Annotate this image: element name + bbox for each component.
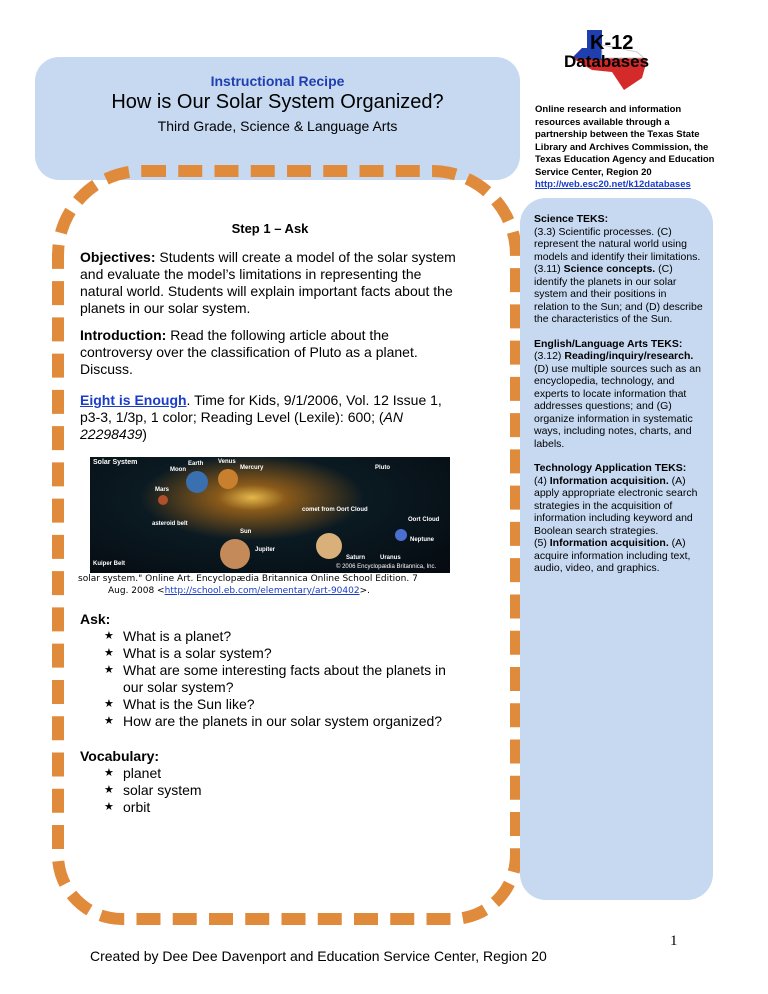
main-content: [80, 220, 460, 816]
teks-strand: Science concepts.: [563, 263, 656, 275]
objectives-text: Students will create a model of the solar system and evaluate the model’s limitations in representing the natural world. Students will explain important facts about the planets in our solar system.: [80, 249, 456, 316]
image-caption: [78, 573, 460, 597]
ela-teks: [534, 338, 703, 451]
img-label: Pluto: [375, 465, 390, 471]
list-item: ★ What are some interesting facts about the planets in our solar system?: [104, 662, 460, 696]
img-label: Venus: [218, 459, 236, 465]
vocabulary-heading: Vocabulary:: [80, 748, 160, 764]
img-label: Oort Cloud: [408, 517, 440, 523]
teks-item: [534, 263, 703, 326]
citation-end: ): [142, 426, 147, 442]
img-label: Earth: [188, 461, 204, 467]
venus-planet: [218, 469, 238, 489]
teks-desc: (D) use multiple sources such as an encyclopedia, technology, and experts to locate information that addresses questions; and (G) organize information in systematic ways, including notes, charts, and labels.: [534, 362, 701, 450]
accession-number: AN 22298439: [80, 409, 403, 442]
neptune-planet: [395, 529, 407, 541]
technology-teks: [534, 462, 703, 575]
earth-planet: [186, 471, 208, 493]
img-label: Mercury: [240, 465, 264, 471]
recipe-label: Instructional Recipe: [210, 73, 345, 89]
list-item: ★ What is the Sun like?: [104, 696, 460, 713]
img-label: Neptune: [410, 537, 434, 543]
teks-strand: Information acquisition.: [549, 537, 669, 549]
introduction: [80, 327, 460, 378]
header-box: [35, 57, 520, 180]
teks-desc: (C) identify the planets in our solar system and their positions in relation to the Sun; and (D) describe the characteristics of the Sun.: [534, 263, 703, 325]
ask-heading: Ask:: [80, 611, 111, 627]
img-label: Moon: [170, 467, 186, 473]
teks-item: (3.3) Scientific processes. (C) represent the natural world using models and identify their limitations.: [534, 225, 701, 263]
k12-databases-logo: [552, 30, 672, 90]
intro-label: Introduction:: [80, 327, 167, 343]
saturn-planet: [316, 533, 342, 559]
objectives-label: Objectives:: [80, 249, 156, 265]
img-label: comet from Oort Cloud: [302, 507, 368, 513]
caption-line1: solar system." Online Art. Encyclopædia Britannica Online School Edition. 7: [78, 574, 418, 584]
list-item: ★ How are the planets in our solar system organized?: [104, 713, 460, 730]
logo-databases: Databases: [564, 52, 650, 71]
mars-planet: [158, 495, 168, 505]
science-teks: [534, 213, 703, 326]
article-citation: [80, 392, 460, 443]
grade-subject: Third Grade, Science & Language Arts: [157, 118, 398, 134]
teks-code: (3.11): [534, 263, 564, 275]
img-label: Kuiper Belt: [93, 561, 126, 567]
teks-desc: (A) acquire information including text, audio, video, and graphics.: [534, 537, 691, 574]
solar-system-image: [90, 457, 450, 573]
objectives: [80, 249, 460, 317]
img-label: Saturn: [346, 555, 366, 561]
footer-credit: Created by Dee Dee Davenport and Education Service Center, Region 20: [90, 948, 547, 964]
img-label: Mars: [155, 487, 170, 493]
teks-strand: Reading/inquiry/research.: [564, 350, 694, 362]
article-link[interactable]: Eight is Enough: [80, 392, 187, 408]
britannica-link[interactable]: http://school.eb.com/elementary/art-90402: [164, 586, 360, 596]
list-item: ★ What is a solar system?: [104, 645, 460, 662]
list-item: ★ planet: [104, 765, 460, 782]
citation-text: . Time for Kids, 9/1/2006, Vol. 12 Issue 1, p3-3, 1/3p, 1 color; Reading Level (Lexile): 600; (: [80, 392, 442, 425]
caption-end: >.: [359, 586, 370, 596]
teks-item: [534, 475, 703, 538]
list-item: ★ solar system: [104, 782, 460, 799]
partnership-info: [535, 104, 715, 192]
teks-code: (3.12): [534, 350, 565, 362]
teks-item: [534, 537, 703, 575]
list-item: ★ orbit: [104, 799, 460, 816]
caption-line2: [78, 585, 460, 597]
logo-k12: K-12: [590, 32, 634, 54]
science-heading: Science TEKS:: [534, 213, 609, 225]
page-title: How is Our Solar System Organized?: [111, 91, 444, 113]
jupiter-planet: [220, 539, 250, 569]
vocabulary-list: [80, 765, 460, 816]
teks-desc: (A) apply appropriate electronic search strategies in the acquisition of information including keyword and Boolean search strategies.: [534, 474, 698, 537]
ask-list: [80, 628, 460, 730]
img-label: Sun: [240, 529, 252, 535]
step-heading: Step 1 – Ask: [231, 221, 309, 236]
page-number: 1: [670, 933, 678, 949]
partnership-text: Online research and information resources available through a partnership between the Texas State Library and Archives Commission, the Texas Education Agency and Education Service Center, Region 20: [535, 104, 715, 178]
img-label: Jupiter: [255, 547, 276, 553]
k12-databases-link[interactable]: http://web.esc20.net/k12databases: [535, 179, 691, 190]
img-label: asteroid belt: [152, 521, 188, 527]
img-label: Solar System: [93, 459, 138, 466]
teks-strand: Information acquisition.: [549, 474, 669, 487]
list-item: ★ What is a planet?: [104, 628, 460, 645]
intro-text: Read the following article about the controversy over the classification of Pluto as a planet. Discuss.: [80, 327, 418, 377]
teks-code: (5): [534, 537, 550, 549]
teks-code: (4): [534, 474, 550, 487]
technology-heading: Technology Application TEKS:: [534, 462, 687, 474]
img-label: Uranus: [380, 555, 401, 561]
teks-sidebar: [520, 198, 713, 900]
caption-date: Aug. 2008 <: [108, 586, 165, 596]
img-copyright: © 2006 Encyclopædia Britannica, Inc.: [336, 564, 437, 570]
ela-heading: English/Language Arts TEKS:: [534, 337, 683, 350]
teks-item: [534, 350, 703, 450]
